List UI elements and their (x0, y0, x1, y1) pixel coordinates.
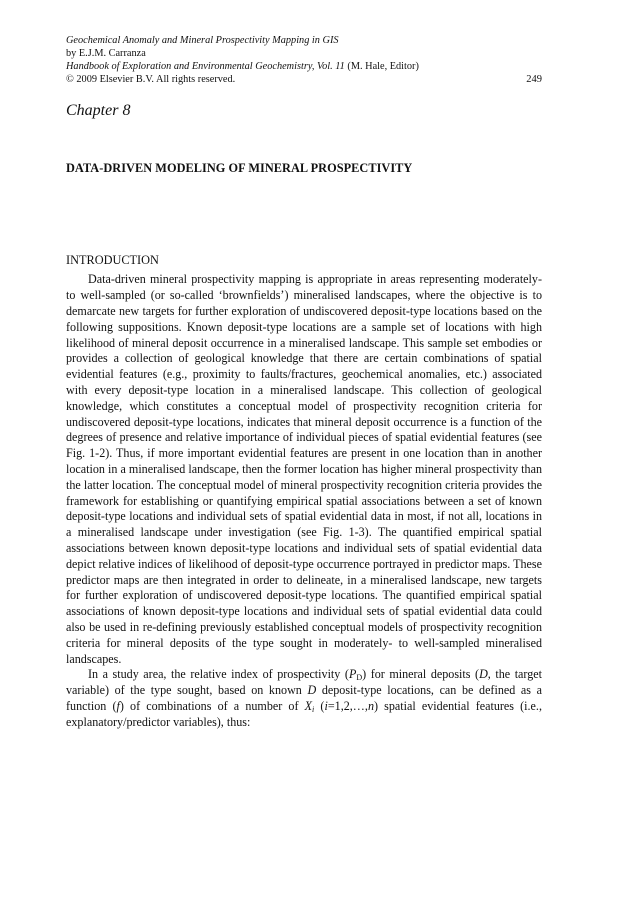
book-title: Geochemical Anomaly and Mineral Prospectivity Mapping in GIS (66, 35, 339, 46)
copyright-line: © 2009 Elsevier B.V. All rights reserved. (66, 74, 236, 86)
section-heading: INTRODUCTION (66, 253, 159, 268)
series-editor: (M. Hale, Editor) (347, 61, 419, 73)
running-header (66, 34, 542, 86)
paragraph-1: Data-driven mineral prospectivity mapping is appropriate in areas representing moderately- to well-sampled (or so-called ‘brownfields’) mineralised landscapes, where the objective is to demarcate new targets for further exploration of undiscovered deposit-type locations based on the following suppositions. Known deposit-type locations are a sample set of locations with high likelihood of mineral deposit occurrence in a mineralised landscape. This sample set embodies or provides a collection of geological knowledge that there are certain combinations of spatial evidential features (e.g., proximity to faults/fractures, geochemical anomalies, etc.) associated with every deposit-type location in a mineralised landscape. This collection of geological knowledge, which constitutes a conceptual model of prospectivity recognition criteria for undiscovered deposit-type locations, indicates that mineral deposit occurrence is a function of the degrees of presence and relative importance of individual pieces of spatial evidential features (see Fig. 1-2). Thus, if more important evidential features are present in one location than in another location in a mineralised landscape, then the former location has higher mineral prospectivity than the latter location. The conceptual model of mineral prospectivity recognition criteria provides the framework for establishing or quantifying empirical spatial associations between a set of known deposit-type locations and individual sets of spatial evidential data in most, if not all, locations in a mineralised landscape under investigation (see Fig. 1-3). The quantified empirical spatial associations between known deposit-type locations and individual sets of spatial evidential data depict relative indices of likelihood of deposit-type occurrence portrayed in predictor maps. These predictor maps are then integrated in order to delineate, in a mineralised landscape, new targets for further exploration of undiscovered deposit-type locations. The quantified empirical spatial associations of known deposit-type locations and individual sets of spatial evidential data could also be used in re-defining previously established conceptual models of prospectivity recognition criteria for mineral deposits of the type sought in moderately- to well-sampled mineralised landscapes. (66, 272, 542, 666)
author-line: by E.J.M. Carranza (66, 48, 146, 60)
paragraph-2: In a study area, the relative index of prospectivity $(P_D)$ for mineral deposits (D, the target variable) of the type sought, based on known D deposit-type locations, can be defined as a function (f) of combinations of a number of $X_i$ (i=1,2,…,n) spatial evidential features (i.e., explanatory/predictor variables), thus: (66, 667, 543, 729)
chapter-label: Chapter 8 (66, 102, 131, 120)
chapter-title: DATA-DRIVEN MODELING OF MINERAL PROSPECTIVITY (66, 161, 413, 176)
page-number: 249 (526, 74, 542, 85)
body-text (66, 272, 542, 730)
series-line (66, 60, 542, 73)
document-page (66, 34, 542, 730)
series-title: Handbook of Exploration and Environmental Geochemistry, Vol. 11 (66, 61, 345, 73)
book-title-line (66, 34, 542, 47)
